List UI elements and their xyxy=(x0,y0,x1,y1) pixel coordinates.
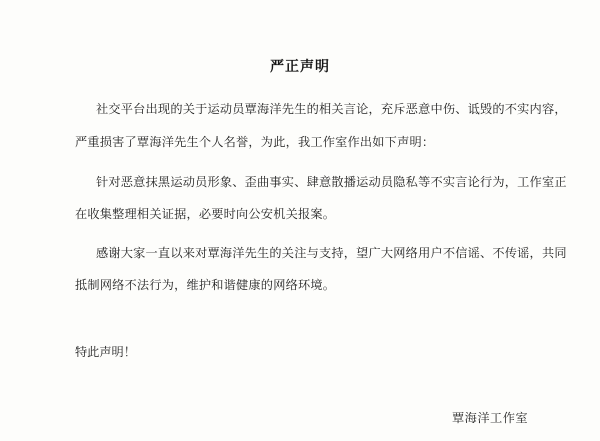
statement-title: 严正声明 xyxy=(270,59,330,75)
paragraph-1-line-2: 严重损害了覃海洋先生个人名誉，为此，我工作室作出如下声明： xyxy=(75,135,435,149)
paragraph-3-line-2: 抵制网络不法行为，维护和谐健康的网络环境。 xyxy=(75,278,336,292)
paragraph-3-line-1: 感谢大家一直以来对覃海洋先生的关注与支持，望广大网络用户不信谣、不传谣，共同 xyxy=(96,246,567,260)
paragraph-2-line-1: 针对恶意抹黑运动员形象、歪曲事实、肆意散播运动员隐私等不实言论行为，工作室正 xyxy=(96,175,567,189)
paragraph-2-line-2: 在收集整理相关证据，必要时向公安机关报案。 xyxy=(75,207,336,221)
paragraph-1-line-1: 社交平台出现的关于运动员覃海洋先生的相关言论，充斥恶意中伤、诋毁的不实内容， xyxy=(96,102,567,116)
signature: 覃海洋工作室 xyxy=(452,411,529,425)
closing-remark: 特此声明！ xyxy=(75,345,136,359)
